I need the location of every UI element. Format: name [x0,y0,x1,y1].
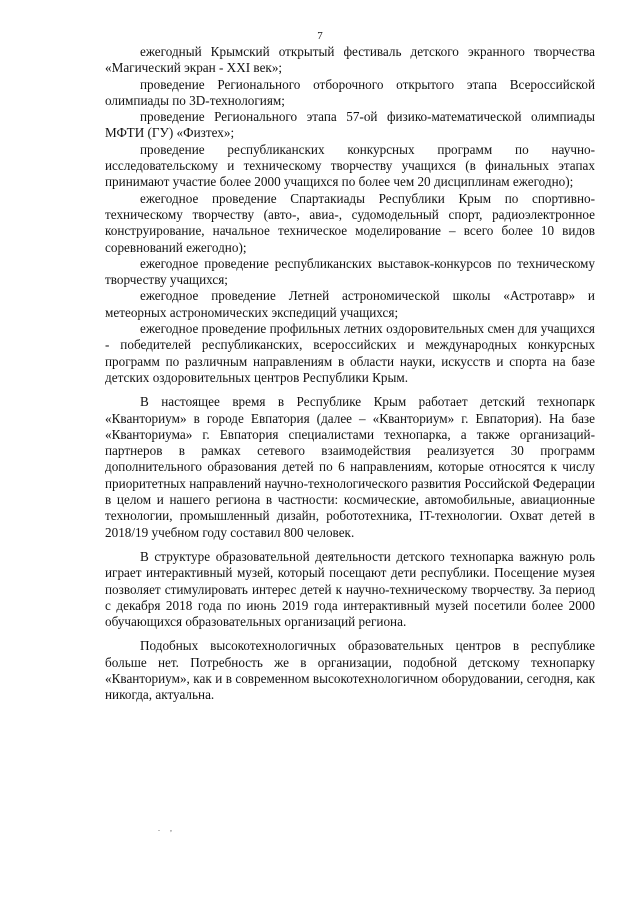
paragraph-exhibitions: ежегодное проведение республиканских выставок-конкурсов по техническому творчеству учащихся; [105,255,595,288]
paragraph-kvantorium: В настоящее время в Республике Крым работает детский технопарк «Кванториум» в городе Евпатория (далее – «Кванториум» г. Евпатория). На базе «Кванториума» г. Евпатория специалистами технопарка, а также организаций- партнеров в рамках сетевого взаимодействия реализуется 30 программ дополнительного образования детей по 6 направлениям, которые относятся к числу приоритетных направлений научно-технологического развития Российской Федерации в целом и нашего региона в частности: космические, автомобильные, авиационные технологии, промышленный дизайн, робототехника, IT-технологии. Охват детей в 2018/19 учебном году составил 800 человек. [105,394,595,540]
paragraph-3d-olympiad: проведение Регионального отборочного открытого этапа Всероссийской олимпиады по 3D-технологиям; [105,76,595,108]
paragraph-spartakiad: ежегодное проведение Спартакиады Республики Крым по спортивно-техническому творчеству (авто-, авиа-, судомодельный спорт, радиоэлектронное конструирование, начальное техническое моделирование – всего более 10 видов соревнований ежегодно); [105,190,595,255]
scan-artifact: . , [158,824,176,833]
paragraph-summer-camps: ежегодное проведение профильных летних оздоровительных смен для учащихся - победителей республиканских, всероссийских и международных конкурсных программ по различным направлениям в области науки, искусств и спорта на базе детских оздоровительных центров Республики Крым. [105,321,595,385]
paragraph-phystech-olympiad: проведение Регионального этапа 57-ой физико-математической олимпиады МФТИ (ГУ) «Физтех»; [105,109,595,141]
paragraph-festival: ежегодный Крымский открытый фестиваль детского экранного творчества «Магический экран - XXI век»; [105,44,595,76]
paragraph-astronomy-school: ежегодное проведение Летней астрономической школы «Астротавр» и метеорных астрономических экспедиций учащихся; [105,288,595,320]
page-number: 7 [317,30,323,42]
paragraph-research-contests: проведение республиканских конкурсных программ по научно-исследовательскому и техническому творчеству учащихся (в финальных этапах принимают участие более 2000 учащихся по более чем 20 дисциплинам ежегодно); [105,141,595,190]
paragraph-conclusion: Подобных высокотехнологичных образовательных центров в республике больше нет. Потребность же в организации, подобной детскому технопарку «Кванториум», как и в современном высокотехнологичном оборудовании, сегодня, как никогда, актуальна. [105,638,595,703]
document-body [105,44,595,704]
paragraph-museum: В структуре образовательной деятельности детского технопарка важную роль играет интерактивный музей, который посещают дети республики. Посещение музея позволяет стимулировать интерес детей к научно-техническому творчеству. За период с декабря 2018 года по июнь 2019 года интерактивный музей посетили более 2000 обучающихся образовательных организаций региона. [105,548,595,630]
